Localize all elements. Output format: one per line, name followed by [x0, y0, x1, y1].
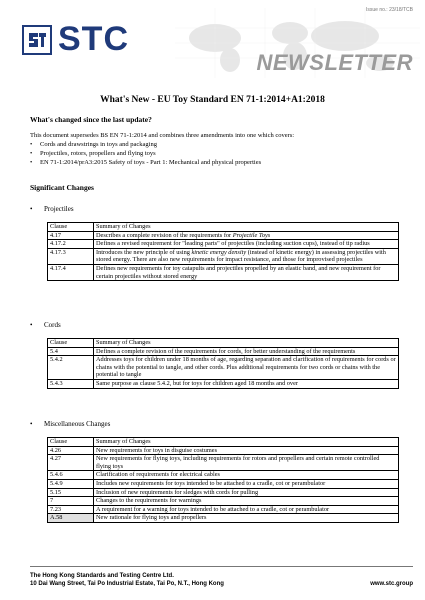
- table-row: [48, 446, 399, 455]
- summary-cell: Defines a complete revision of the requirements for cords, for better understanding of the requirements: [94, 347, 399, 356]
- clause-cell: 4.17: [48, 231, 94, 240]
- page-title: What's New - EU Toy Standard EN 71-1:2014+A1:2018: [100, 95, 325, 105]
- list-item: • Projectiles, rotors, propellers and flying toys: [30, 150, 261, 159]
- table-row: [48, 505, 399, 514]
- footer: [0, 566, 425, 600]
- table-row: [48, 231, 399, 240]
- summary-cell: Introduces the new principle of using kinetic energy density (instead of kinetic energy) in assessing projectiles with stored energy. There are also new requirements for impact resistance, and those for improvised projectiles: [94, 248, 399, 264]
- table-row: [48, 455, 399, 471]
- table-row: [48, 347, 399, 356]
- table-header-summary: Summary of Changes: [94, 223, 399, 232]
- summary-cell: A requirement for a warning for toys intended to be attached to a cradle, cot or perambulator: [94, 505, 399, 514]
- logo-text: STC: [58, 20, 129, 58]
- cords-table: [47, 338, 399, 389]
- clause-cell: 4.17.3: [48, 248, 94, 264]
- table-row: [48, 379, 399, 388]
- table-row: [48, 514, 399, 523]
- summary-cell: Defines new requirements for toy catapults and projectiles propelled by an elastic band, and new requirement for certain projectiles without stored energy: [94, 264, 399, 280]
- summary-cell: Changes to the requirements for warnings: [94, 497, 399, 506]
- footer-website-link[interactable]: www.stc.group: [370, 581, 413, 587]
- issue-number: Issue no.: 23/18/TCB: [366, 7, 413, 13]
- list-item: • EN 71-1:2014/prA3:2015 Safety of toys - Part 1: Mechanical and physical properties: [30, 159, 261, 168]
- header: [0, 0, 425, 80]
- misc-table: [47, 437, 399, 523]
- clause-cell: A.58: [48, 514, 94, 523]
- list-item: • Cords and drawstrings in toys and packaging: [30, 141, 261, 150]
- table-header-clause: Clause: [48, 339, 94, 348]
- section-heading: Significant Changes: [30, 183, 94, 192]
- summary-cell: Same purpose as clause 5.4.2, but for toys for children aged 18 months and over: [94, 379, 399, 388]
- table-row: [48, 240, 399, 249]
- clause-cell: 4.17.2: [48, 240, 94, 249]
- summary-cell: Includes new requirements for toys intended to be attached to a cradle, cot or perambulator: [94, 479, 399, 488]
- table-row: [48, 471, 399, 480]
- table-row: [48, 248, 399, 264]
- table-row: [48, 488, 399, 497]
- summary-cell: Inclusion of new requirements for sledges with cords for pulling: [94, 488, 399, 497]
- clause-cell: 4.27: [48, 455, 94, 471]
- clause-cell: 7: [48, 497, 94, 506]
- table-row: [48, 497, 399, 506]
- section-label: Cords: [44, 321, 61, 329]
- projectiles-table: [47, 222, 399, 281]
- clause-cell: 4.26: [48, 446, 94, 455]
- coverage-list: [30, 141, 261, 167]
- summary-cell: New rationale for flying toys and propellers: [94, 514, 399, 523]
- clause-cell: 7.23: [48, 505, 94, 514]
- summary-cell: New requirements for toys in disguise costumes: [94, 446, 399, 455]
- clause-cell: 5.4.3: [48, 379, 94, 388]
- newsletter-banner: NEWSLETTER: [256, 50, 413, 75]
- intro-text: This document supersedes BS EN 71-1:2014 and combines three amendments into one which covers:: [30, 132, 295, 139]
- section-label: Miscellaneous Changes: [44, 420, 111, 428]
- section-misc: • Miscellaneous Changes: [30, 420, 111, 428]
- table-row: [48, 356, 399, 380]
- table-header-summary: Summary of Changes: [94, 339, 399, 348]
- summary-cell: Addresses toys for children under 18 months of age, regarding separation and clarification of requirements for cords or chains with the potential to tangle, and other cords. Plus additional requirements for two cords or chains with the potential to tangle: [94, 356, 399, 380]
- section-label: Projectiles: [44, 205, 74, 213]
- clause-cell: 5.4.2: [48, 356, 94, 380]
- table-row: [48, 264, 399, 280]
- section-projectiles: • Projectiles: [30, 205, 74, 213]
- table-row: [48, 479, 399, 488]
- clause-cell: 5.4.6: [48, 471, 94, 480]
- table-header-clause: Clause: [48, 223, 94, 232]
- footer-address: 10 Dai Wang Street, Tai Po Industrial Estate, Tai Po, N.T., Hong Kong: [30, 581, 224, 587]
- table-header-clause: Clause: [48, 438, 94, 447]
- table-header-summary: Summary of Changes: [94, 438, 399, 447]
- footer-company: The Hong Kong Standards and Testing Centre Ltd.: [30, 573, 174, 579]
- summary-cell: Describes a complete revision of the requirements for Projectile Toys: [94, 231, 399, 240]
- subheading: What's changed since the last update?: [30, 115, 152, 124]
- section-cords: • Cords: [30, 321, 61, 329]
- clause-cell: 4.17.4: [48, 264, 94, 280]
- clause-cell: 5.15: [48, 488, 94, 497]
- clause-cell: 5.4.9: [48, 479, 94, 488]
- footer-divider: [30, 566, 413, 567]
- summary-cell: Clarification of requirements for electrical cables: [94, 471, 399, 480]
- summary-cell: Defines a revised requirement for "leading parts" of projectiles (including suction cups), instead of tip radius: [94, 240, 399, 249]
- clause-cell: 5.4: [48, 347, 94, 356]
- stc-logo-icon: [22, 25, 52, 55]
- summary-cell: New requirements for flying toys, including requirements for rotors and propellers and certain remote controlled flying toys: [94, 455, 399, 471]
